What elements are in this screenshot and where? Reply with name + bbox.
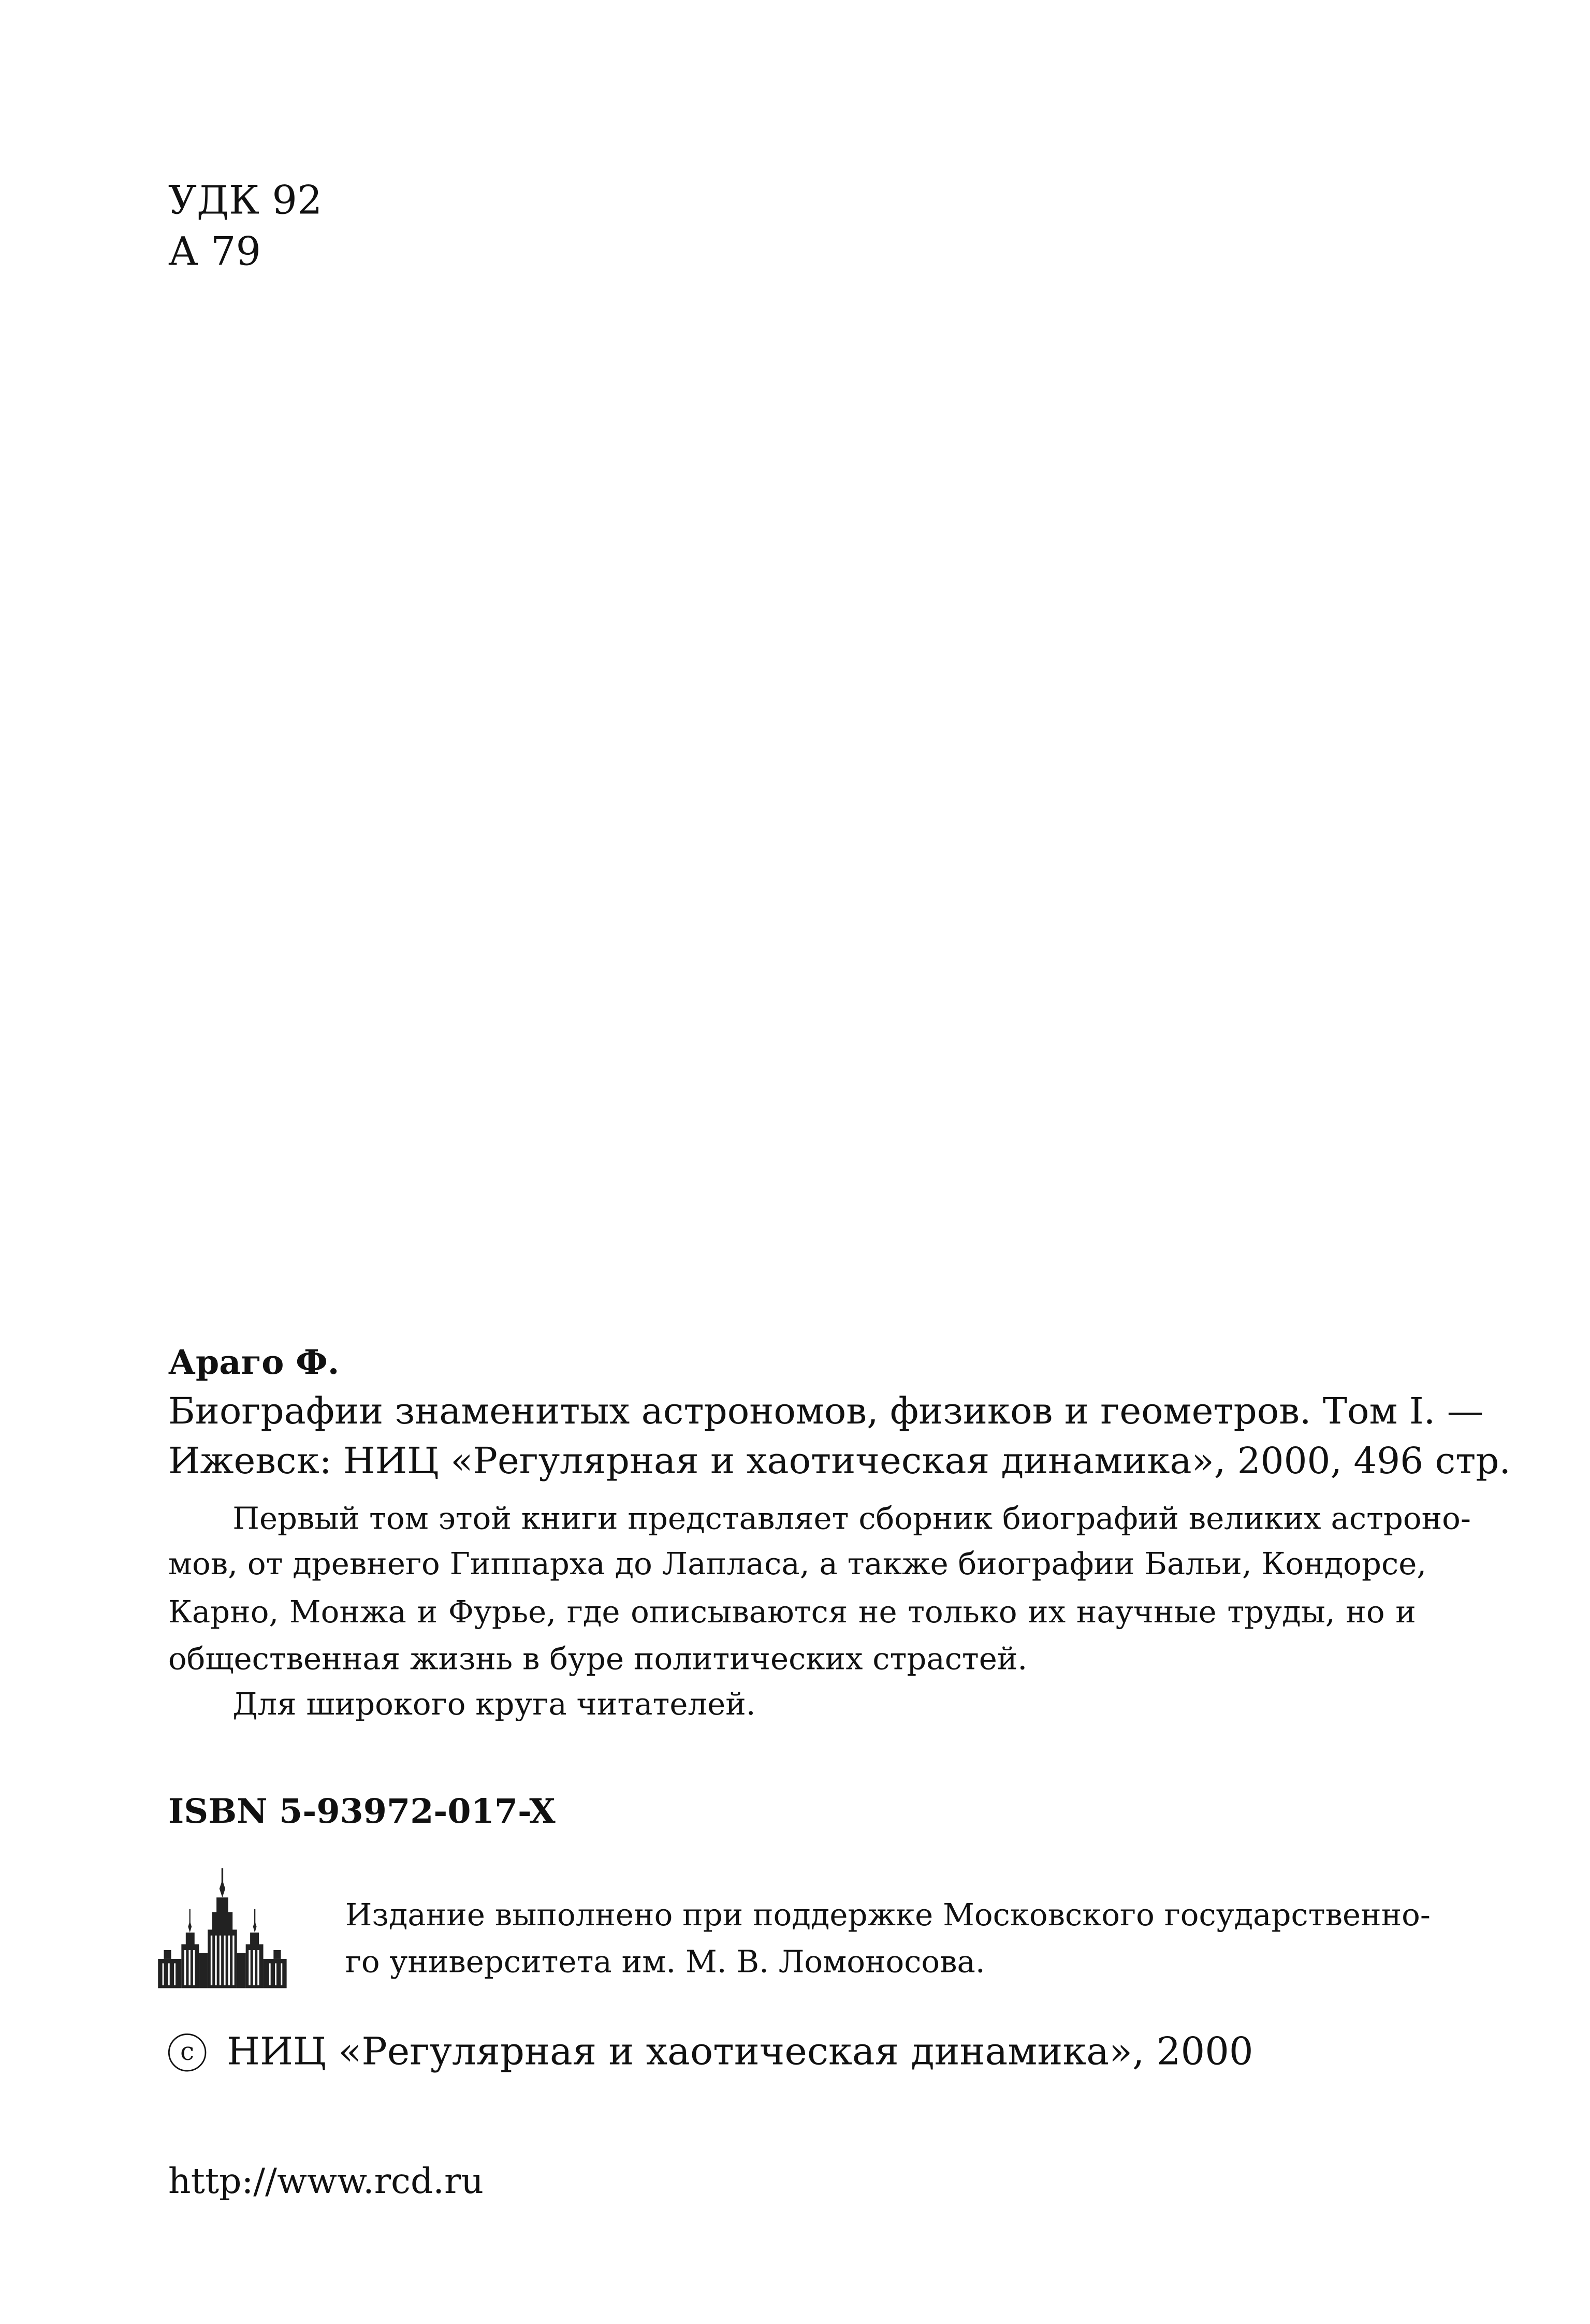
library-code: А 79 (168, 229, 261, 275)
udk-code: УДК 92 (168, 178, 323, 224)
title-line: Ижевск: НИЦ «Регулярная и хаотическая динамика», 2000, 496 стр. (168, 1439, 1511, 1482)
author-name: Араго Ф. (168, 1343, 340, 1383)
abstract-line: мов, от древнего Гиппарха до Лапласа, а также биографии Бальи, Кондорсе, (168, 1546, 1427, 1582)
support-note-line: го университета им. М. В. Ломоносова. (345, 1944, 985, 1980)
msu-building-icon (158, 1868, 287, 1988)
audience-note: Для широкого круга читателей. (232, 1687, 756, 1722)
website-link[interactable]: http://www.rcd.ru (168, 2160, 484, 2202)
abstract-line: общественная жизнь в буре политических страстей. (168, 1641, 1028, 1677)
copyright-holder: НИЦ «Регулярная и хаотическая динамика», 2000 (226, 2030, 1253, 2075)
abstract-line: Первый том этой книги представляет сборник биографий великих астроно- (232, 1501, 1471, 1536)
isbn: ISBN 5-93972-017-X (168, 1792, 556, 1832)
title-line: Биографии знаменитых астрономов, физиков и геометров. Том I. — (168, 1389, 1484, 1432)
support-note-line: Издание выполнено при поддержке Московского государственно- (345, 1897, 1431, 1933)
copyright-icon: c (168, 2034, 206, 2071)
abstract-line: Карно, Монжа и Фурье, где описываются не только их научные труды, но и (168, 1594, 1416, 1630)
copyright-line (168, 2030, 1253, 2074)
